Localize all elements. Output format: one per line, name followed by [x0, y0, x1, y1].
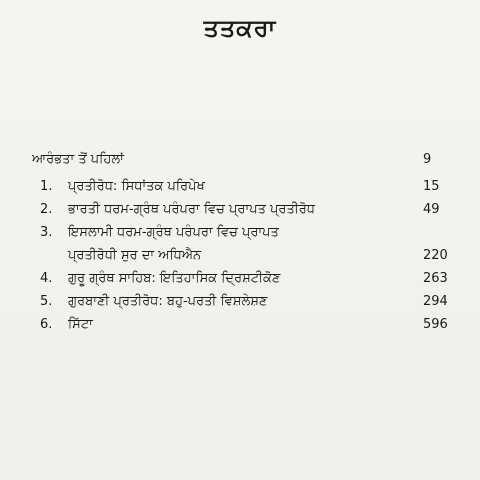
toc-entry-1: [32, 175, 457, 198]
entry-page: 220: [423, 248, 448, 263]
entry-title: ਗੁਰਬਾਣੀ ਪ੍ਰਤੀਰੋਧ: ਬਹੁ-ਪਰਤੀ ਵਿਸ਼ਲੇਸ਼ਣ: [68, 294, 268, 309]
toc-entry-preface: [32, 148, 457, 175]
entry-title: ਭਾਰਤੀ ਧਰਮ-ਗ੍ਰੰਥ ਪਰੰਪਰਾ ਵਿਚ ਪ੍ਰਾਪਤ ਪ੍ਰਤੀਰੋਧ: [68, 202, 315, 217]
entry-number: 3.: [40, 225, 53, 240]
entry-number: 2.: [40, 202, 53, 217]
entry-title: ਪ੍ਰਤੀਰੋਧ: ਸਿਧਾਂਤਕ ਪਰਿਪੇਖ: [68, 179, 205, 194]
entry-title: ਗੁਰੂ ਗ੍ਰੰਥ ਸਾਹਿਬ: ਇਤਿਹਾਸਿਕ ਦ੍ਰਿਸ਼ਟੀਕੋਣ: [68, 271, 281, 286]
entry-number: 6.: [40, 317, 53, 332]
entry-page: 294: [423, 294, 448, 309]
entry-number: 5.: [40, 294, 53, 309]
toc-entry-5: [32, 290, 457, 313]
entry-page: 15: [423, 179, 440, 194]
toc-entry-4: [32, 267, 457, 290]
entry-page: 9: [423, 152, 432, 167]
entry-title: ਆਰੰਭਤਾ ਤੋਂ ਪਹਿਲਾਂ: [32, 152, 124, 167]
toc-entry-3: [32, 221, 457, 244]
toc-entry-6: [32, 313, 457, 336]
entry-title: ਸਿੱਟਾ: [68, 317, 93, 332]
entry-page: 596: [423, 317, 448, 332]
table-of-contents: [32, 148, 457, 336]
toc-title: ਤਤਕਰਾ: [203, 14, 277, 42]
entry-page: 263: [423, 271, 448, 286]
entry-number: 4.: [40, 271, 53, 286]
entry-title: ਪ੍ਰਤੀਰੋਧੀ ਸੁਰ ਦਾ ਅਧਿਐਨ: [68, 248, 202, 263]
toc-entry-3-continued: [32, 244, 457, 267]
entry-page: 49: [423, 202, 440, 217]
entry-title: ਇਸਲਾਮੀ ਧਰਮ-ਗ੍ਰੰਥ ਪਰੰਪਰਾ ਵਿਚ ਪ੍ਰਾਪਤ: [68, 225, 279, 240]
toc-entry-2: [32, 198, 457, 221]
entry-number: 1.: [40, 179, 53, 194]
